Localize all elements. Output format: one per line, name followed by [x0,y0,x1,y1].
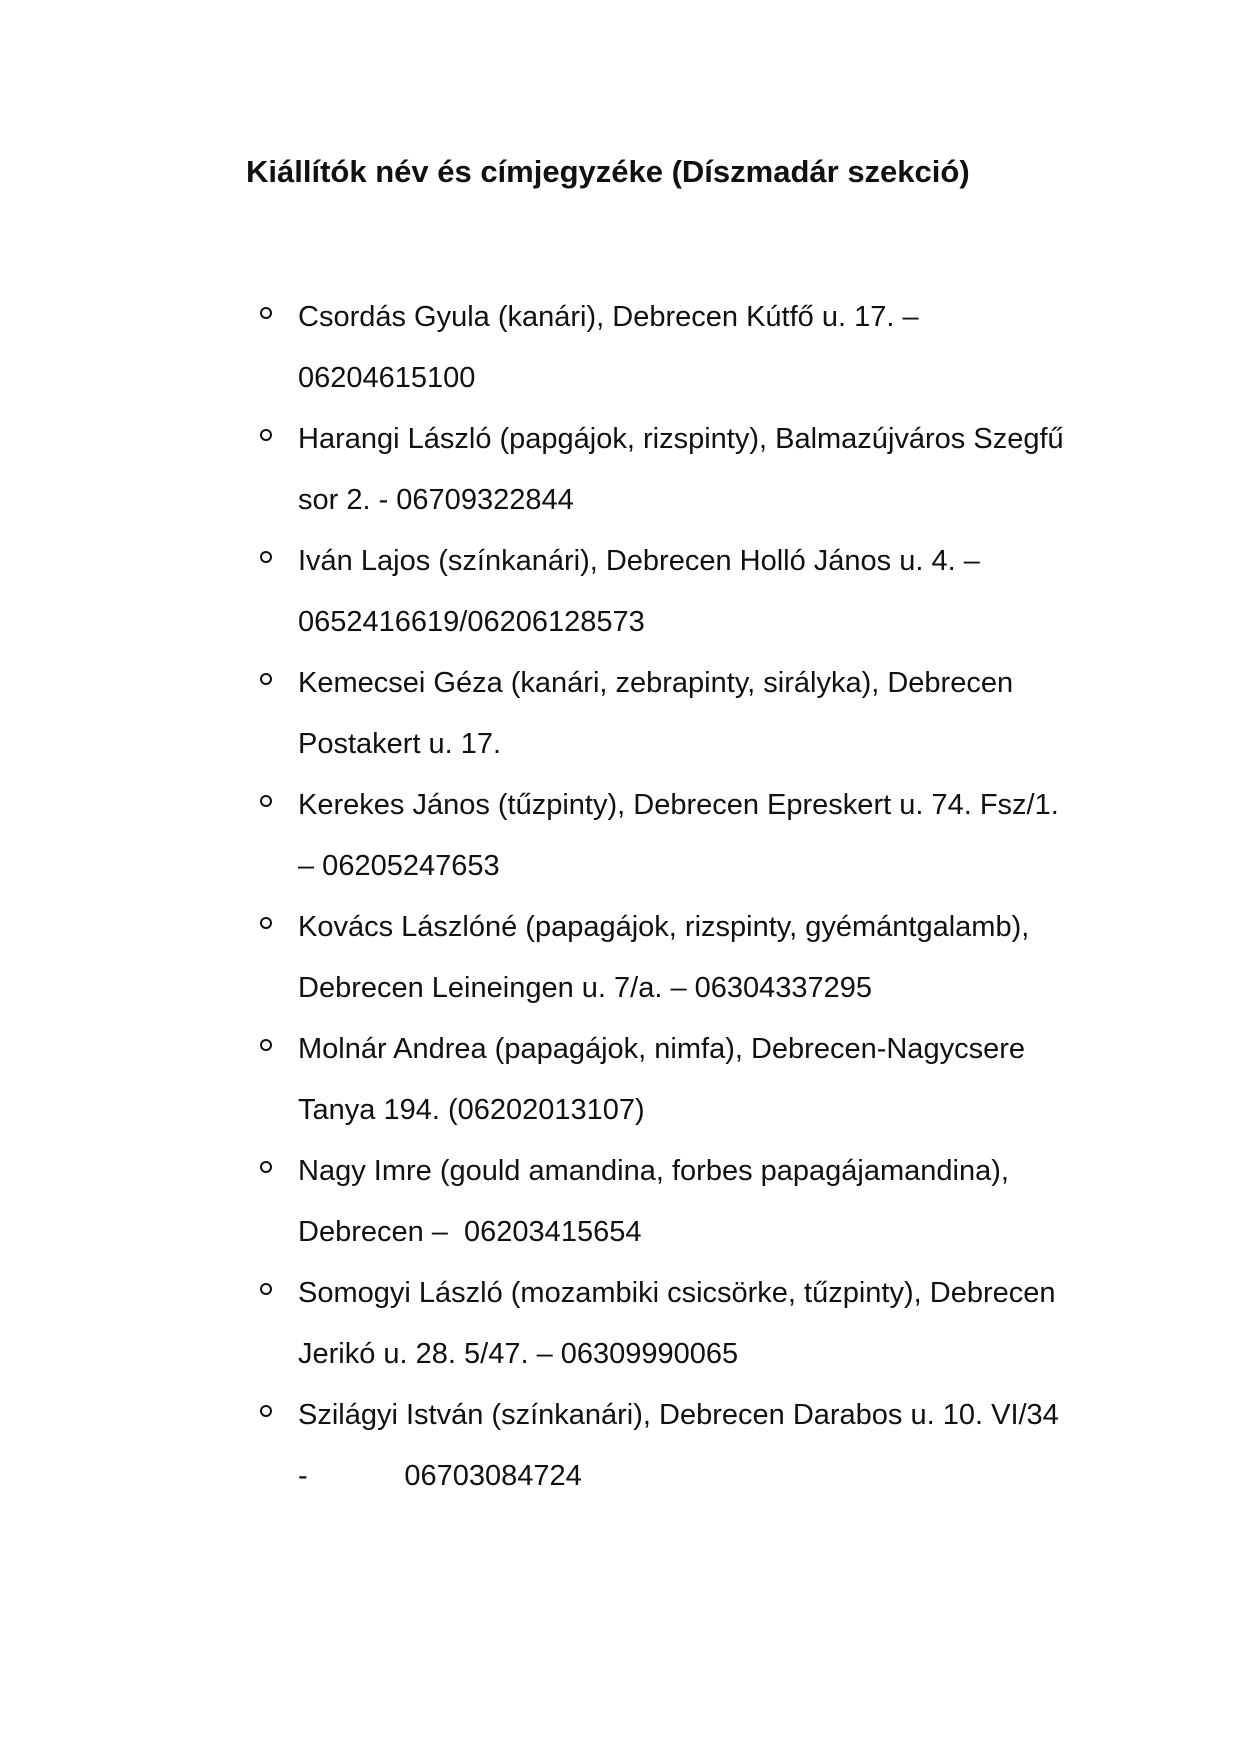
exhibitor-item [258,775,1098,897]
exhibitor-item [258,287,1098,409]
exhibitor-line-2: Debrecen Leineingen u. 7/a. – 06304337295 [298,972,873,1004]
exhibitor-line-1: Nagy Imre (gould amandina, forbes papagájamandina), [298,1155,1009,1187]
exhibitor-item [258,531,1098,653]
circle-bullet-icon [260,1405,272,1417]
exhibitor-line-1: Kerekes János (tűzpinty), Debrecen Epreskert u. 74. Fsz/1. [298,789,1059,821]
circle-bullet-icon [260,551,272,563]
exhibitor-line-1: Csordás Gyula (kanári), Debrecen Kútfő u. 17. – [298,301,919,333]
exhibitor-item [258,409,1098,531]
exhibitor-list [258,287,1098,1507]
circle-bullet-icon [260,1039,272,1051]
exhibitor-line-2: Jerikó u. 28. 5/47. – 06309990065 [298,1338,739,1370]
exhibitor-line-2: 0652416619/06206128573 [298,606,645,638]
document-title: Kiállítók név és címjegyzéke (Díszmadár szekció) [246,154,970,189]
exhibitor-line-2: 06204615100 [298,362,476,394]
exhibitor-line-1: Kemecsei Géza (kanári, zebrapinty, sirályka), Debrecen [298,667,1014,699]
exhibitor-line-1: Szilágyi István (színkanári), Debrecen Darabos u. 10. VI/34 [298,1399,1059,1431]
circle-bullet-icon [260,307,272,319]
exhibitor-line-1: Somogyi László (mozambiki csicsörke, tűzpinty), Debrecen [298,1277,1056,1309]
exhibitor-item [258,1263,1098,1385]
circle-bullet-icon [260,429,272,441]
exhibitor-line-1: Kovács Lászlóné (papagájok, rizspinty, gyémántgalamb), [298,911,1030,943]
exhibitor-line-2: Debrecen – 06203415654 [298,1216,642,1248]
exhibitor-line-1: Iván Lajos (színkanári), Debrecen Holló János u. 4. – [298,545,980,577]
exhibitor-item [258,1141,1098,1263]
circle-bullet-icon [260,1283,272,1295]
exhibitor-line-2: – 06205247653 [298,850,500,882]
exhibitor-line-1: Molnár Andrea (papagájok, nimfa), Debrecen-Nagycsere [298,1033,1025,1065]
exhibitor-line-2: Tanya 194. (06202013107) [298,1094,645,1126]
exhibitor-line-1: Harangi László (papgájok, rizspinty), Balmazújváros Szegfű [298,423,1064,455]
exhibitor-line-2: sor 2. - 06709322844 [298,484,574,516]
circle-bullet-icon [260,795,272,807]
circle-bullet-icon [260,1161,272,1173]
exhibitor-item [258,653,1098,775]
exhibitor-line-2: Postakert u. 17. [298,728,502,760]
exhibitor-line-2: - 06703084724 [298,1460,582,1492]
exhibitor-item [258,1385,1098,1507]
circle-bullet-icon [260,673,272,685]
exhibitor-item [258,1019,1098,1141]
circle-bullet-icon [260,917,272,929]
exhibitor-item [258,897,1098,1019]
